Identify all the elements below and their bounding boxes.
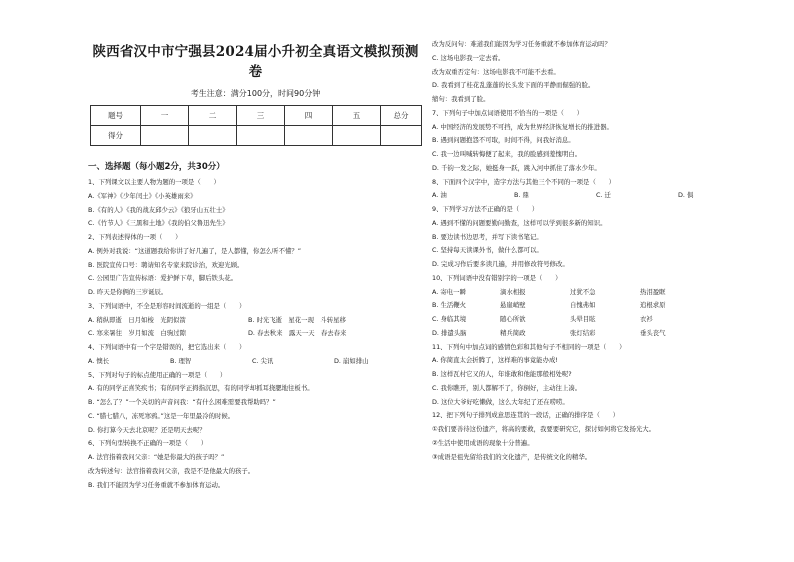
question-line: B. 我们不能因为学习任务重就不参加体育运动。 — [88, 480, 225, 489]
option: D. 俱 — [678, 191, 694, 200]
option: 衣衫 — [640, 315, 653, 323]
score-header-cell: 四 — [285, 106, 333, 126]
option-row — [88, 327, 423, 341]
question-line: C. 这场电影我一定去看。 — [432, 53, 505, 62]
section-heading: 一、选择题（每小题2分，共30分） — [88, 162, 225, 172]
option: 过犹不急 — [570, 287, 596, 296]
score-header-cell: 三 — [237, 106, 285, 126]
option: D. 春去秋来 露天一天 春去春来 — [248, 329, 347, 338]
question-line: 8、下面四个汉字中，造字方法与其他三个不同的一项是（ ） — [432, 177, 616, 186]
left-column — [88, 38, 423, 492]
score-cell — [381, 126, 422, 146]
question-line: B. 医院宣传口号：聘请知名专家来院诊治，欢迎光顾。 — [88, 260, 244, 269]
question-line: A.《军神》《少年闰土》《小英雄雨来》 — [88, 191, 197, 200]
question-line: 3、下列词语中，不全是形容时间流逝的一组是（ ） — [88, 301, 246, 310]
option-row — [432, 189, 732, 203]
question-line: D. 你打算今天去北京呢？还是明天去呢？ — [88, 425, 206, 434]
option-row — [88, 314, 423, 328]
question-line: ①我们要善待这份遗产，将高的要救，我要要研究它，探讨如何将它发扬光大。 — [432, 425, 656, 433]
question-line: D. 昨天是你俩的三岁诞辰。 — [88, 288, 168, 296]
question-line: 缩句：我看到了脸。 — [432, 95, 490, 103]
score-cell — [189, 126, 237, 146]
option-row — [432, 286, 732, 300]
question-line: 改为双重否定句：这场电影我不可能不去看。 — [432, 67, 560, 76]
question-line: B. 要边读书边思考，并写下读书笔记。 — [432, 232, 543, 241]
question-line: C.《竹节人》《三黑和土地》《我的伯父鲁迅先生》 — [88, 219, 229, 228]
question-line: 2、下列表述得体的一项（ ） — [88, 233, 182, 241]
option: 自愧弗如 — [570, 301, 596, 310]
question-line: A. 遇到不懂的问题要勤问勤查，这样可以学到很多新的知识。 — [432, 218, 607, 227]
option: 精兵简政 — [500, 328, 526, 337]
question-line: 7、下列句子中加点词语使用不恰当的一项是（ ） — [432, 108, 584, 117]
score-cell — [141, 126, 189, 146]
option: 垂头丧气 — [640, 328, 666, 337]
option: D. 崩如排山 — [334, 356, 369, 365]
question-line: A. 法官指着我问父亲：“她是你最大的孩子吗？” — [88, 453, 225, 461]
score-header-cell: 一 — [141, 106, 189, 126]
question-line: B. 这样瓦村它又的人，年谁敢和他能那般相处呢? — [432, 370, 572, 378]
exam-title: 陕西省汉中市宁强县2024届小升初全真语文模拟预测卷 — [92, 44, 419, 80]
question-line: 12、把下列句子排列成意思连贯的一段话，正确的排序是（ ） — [432, 411, 620, 420]
score-header-cell: 二 — [189, 106, 237, 126]
question-line: D. 我看到了桂花乱蓬蓬的长头发下面的平静而倔强的脸。 — [432, 81, 595, 90]
question-line: 改为反问句：难道我们能因为学习任务重就不参加体育运动吗？ — [432, 40, 611, 48]
option-row — [432, 327, 732, 341]
option: B. 鼎 — [514, 191, 529, 200]
option: 滴水相报 — [500, 287, 526, 296]
score-table-row — [91, 126, 422, 146]
option: A. 油 — [432, 191, 447, 200]
score-cell — [333, 126, 381, 146]
score-table-header-row — [91, 106, 422, 126]
question-line: 改为转述句：法官指着我问父亲，我是不是他最大的孩子。 — [88, 466, 255, 475]
score-header-cell: 五 — [333, 106, 381, 126]
question-line: B. “怎么了？”一个关切的声音问我：“有什么困难需要我帮助吗？” — [88, 398, 276, 406]
question-line: ②生活中使用成语的现象十分普遍。 — [432, 438, 534, 447]
option: 随心所欲 — [500, 315, 526, 323]
option: A. 稍纵即逝 日月如梭 光阴似箭 — [88, 315, 186, 324]
score-cell — [285, 126, 333, 146]
question-line: B.《有的人》《我的战友邱少云》《狼牙山五壮士》 — [88, 205, 229, 214]
score-table — [90, 105, 422, 146]
question-line: C. 坚持每天读课外书，做什么都可以。 — [432, 246, 543, 255]
question-line: A. 有的同学正喜笑疾书；有的同学正拇指沉思，有的同学却抓耳挠腮地往板书。 — [88, 384, 314, 393]
question-line: 9、下列学习方法不正确的是（ ） — [432, 205, 539, 213]
option: A. 懊长 — [88, 356, 110, 365]
option: A. 寄电一瞬 — [432, 287, 466, 296]
option: 张灯结彩 — [570, 328, 596, 337]
question-line: C. 我你瞧开，别人都解不了，你倒好，主动往上凑。 — [432, 383, 582, 392]
option: C. 身临其境 — [432, 315, 467, 323]
question-line: D. 千钧一发之际，她挺身一跃，跳入河中抓住了落水少年。 — [432, 163, 601, 172]
option: 头晕目眩 — [570, 315, 596, 323]
exam-notice: 考生注意：满分100分，时间90分钟 — [190, 89, 321, 98]
option: C. 尖讯 — [252, 356, 274, 365]
question-line: B. 遇到问题抱怨不可取，时间不得，问我好消息。 — [432, 136, 575, 145]
score-row-label: 得分 — [91, 126, 141, 146]
question-line: D. 完成习作后要多读几遍，并用修改符号修改。 — [432, 260, 569, 268]
questions-block-1 — [88, 176, 423, 492]
question-line: A. 中国经济的发展势不可挡，成为世界经济恢复增长的推进器。 — [432, 122, 613, 131]
score-cell — [237, 126, 285, 146]
right-column — [432, 38, 732, 464]
option: B. 生活鞭火 — [432, 301, 467, 310]
question-line: A. 例外对我说：“这道题我给你讲了好几遍了，是人都懂，你怎么听不懂？” — [88, 246, 302, 255]
score-header-cell: 题号 — [91, 106, 141, 126]
question-line: 4、下列词语中有一个字是错误的，把它选出来（ ） — [88, 343, 246, 351]
option: C. 迁 — [596, 191, 611, 200]
option: C. 寒来暑往 岁月如流 白驹过隙 — [88, 329, 186, 338]
question-line: A. 你简直太会折腾了，这样难的事竟能办成! — [432, 356, 558, 365]
question-line: 6、下列句型转换不正确的一项是（ ） — [88, 439, 208, 448]
option: 悬崖峭壁 — [500, 301, 526, 310]
question-line: C. “腊七腊八，冻死寒鸦。”这是一年里最冷的时候。 — [88, 411, 235, 420]
question-line: 11、下列句中加点词的感情色彩和其他句子不相同的一项是（ ） — [432, 342, 626, 351]
question-line: 1、下列课文以主要人物为题的一项是（ ） — [88, 178, 220, 186]
option-row — [432, 299, 732, 313]
score-header-cell: 总分 — [381, 106, 422, 126]
question-line: ③成语是祖先留给我们的文化遗产，是传统文化的精华。 — [432, 452, 592, 461]
question-line: 10、下列词语中没有错别字的一项是（ ） — [432, 273, 562, 282]
question-line: D. 这位大爷好吃懒做，这么大年纪了还在唠唠。 — [432, 397, 569, 406]
option: B. 理智 — [170, 356, 192, 365]
question-line: C. 公园里广告宣传标语：爱护鲜下草，脚后铁头花。 — [88, 274, 238, 283]
option-row — [88, 355, 423, 369]
option: D. 排遣头脑 — [432, 328, 467, 337]
question-line: 5、下列对句子的标点使用正确的一项是（ ） — [88, 370, 227, 379]
question-line: C. 我一边叫喊转悔便了起来，我的脸感到羞愧明白。 — [432, 150, 582, 158]
option: 追根求原 — [640, 301, 666, 310]
option: 热泪盈眶 — [640, 287, 666, 296]
option-row — [432, 313, 732, 327]
option: B. 时光飞逝 星花一现 斗转星移 — [248, 315, 346, 324]
